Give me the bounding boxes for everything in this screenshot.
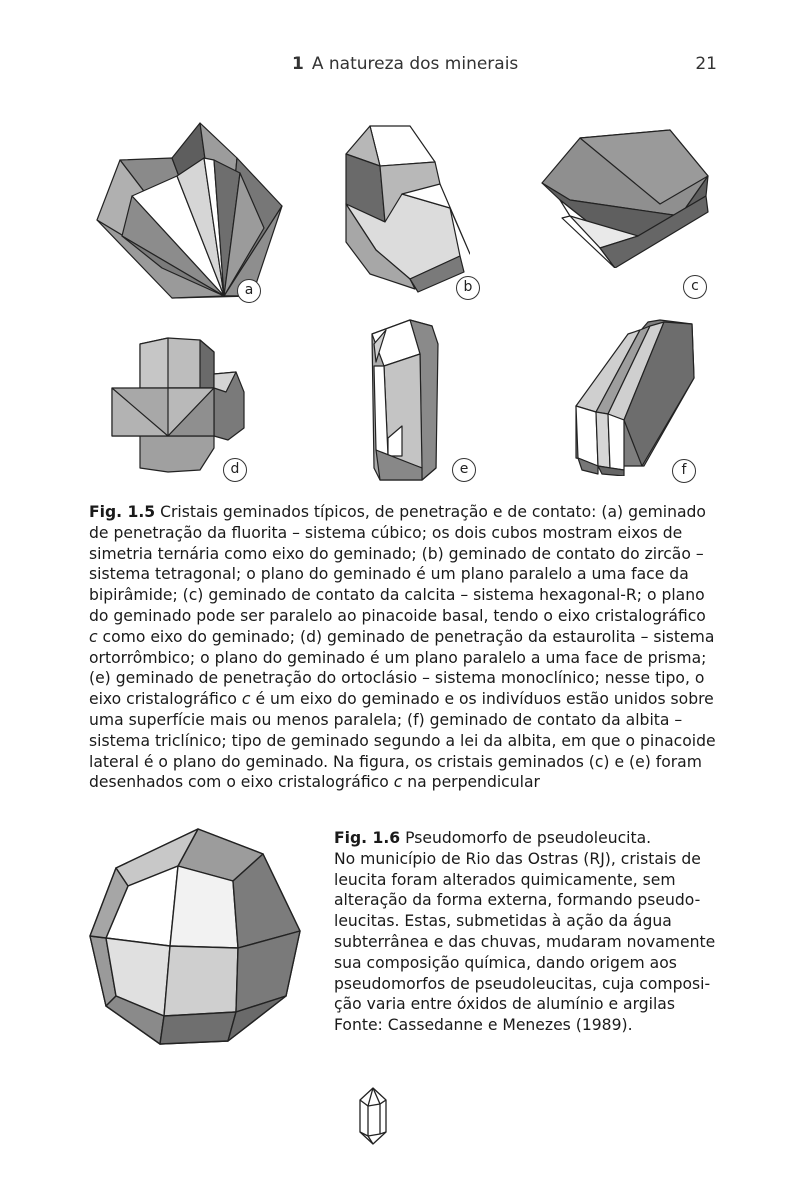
crystal-logo-icon [356,1086,390,1150]
caption-line: ortorrômbico; o plano do geminado é um plano paralelo a uma face de prisma; [89,648,707,667]
crystal-b-zircon-twin [340,124,470,296]
caption-line: leucita foram alterados quimicamente, sem [334,870,676,889]
label-b: b [456,276,480,300]
crystal-a-fluorite-twin [92,118,292,303]
italic-c: c [393,773,403,792]
label-a: a [237,279,261,303]
caption-line [89,689,724,710]
caption-text: desenhados com o eixo cristalográfico [89,773,394,792]
caption-line: sistema tetragonal; o plano do geminado é um plano paralelo a uma face da [89,565,689,584]
figure-1-5-caption [89,502,724,793]
crystal-d-staurolite-twin [110,336,246,474]
caption-line: ção varia entre óxidos de alumínio e argilas [334,995,675,1014]
caption-text: Pseudomorfo de pseudoleucita. [400,829,652,847]
caption-line: de penetração da fluorita – sistema cúbico; os dois cubos mostram eixos de [89,523,683,542]
caption-text: na perpendicular [402,773,540,792]
caption-line: bipirâmide; (c) geminado de contato da calcita – sistema hexagonal-R; o plano [89,586,705,605]
label-f: f [672,459,696,483]
crystal-e-orthoclase-twin [362,318,462,483]
caption-line: subterrânea e das chuvas, mudaram novamente [334,932,716,951]
caption-line: sistema triclínico; tipo de geminado segundo a lei da albita, em que o pinacoide [89,731,716,750]
chapter-number: 1 [292,54,304,74]
italic-c: c [241,690,251,709]
crystal-f-albite-twin [568,316,698,476]
caption-line: sua composição química, dando origem aos [334,953,677,972]
caption-line: No município de Rio das Ostras (RJ), cristais de [334,849,701,868]
crystal-c-calcite-twin [540,128,712,268]
caption-line: Fonte: Cassedanne e Menezes (1989). [334,1016,633,1035]
caption-line [89,502,724,523]
crystal-pseudoleucite [88,826,306,1048]
label-d: d [223,458,247,482]
caption-text: Cristais geminados típicos, de penetração e de contato: (a) geminado [155,503,706,521]
caption-line [334,828,724,849]
figure-1-6-caption [334,828,724,1036]
caption-line [89,627,724,648]
caption-line: leucitas. Estas, submetidas à ação da água [334,912,672,931]
caption-text: como eixo do geminado; (d) geminado de penetração da estaurolita – sistema [97,627,715,646]
figure-label: Fig. 1.5 [89,503,156,521]
caption-line: simetria ternária como eixo do geminado; (b) geminado de contato do zircão – [89,544,704,563]
page-number: 21 [695,54,717,74]
caption-line [89,772,724,793]
label-c: c [683,275,707,299]
italic-c: c [89,627,98,646]
chapter-heading [292,54,518,74]
caption-text: eixo cristalográfico [89,690,242,709]
caption-line: alteração da forma externa, formando pseudo- [334,891,701,910]
chapter-title: A natureza dos minerais [311,54,519,74]
caption-line: (e) geminado de penetração do ortoclásio – sistema monoclínico; nesse tipo, o [89,669,705,688]
label-e: e [452,458,476,482]
figure-label: Fig. 1.6 [334,829,401,847]
running-header [0,54,789,78]
caption-line: lateral é o plano do geminado. Na figura, os cristais geminados (c) e (e) foram [89,752,702,771]
caption-text: é um eixo do geminado e os indivíduos estão unidos sobre [250,690,714,709]
caption-line: uma superfície mais ou menos paralela; (f) geminado de contato da albita – [89,710,683,729]
caption-line: pseudomorfos de pseudoleucitas, cuja composi- [334,974,711,993]
caption-line: do geminado pode ser paralelo ao pinacoide basal, tendo o eixo cristalográfico [89,606,706,625]
